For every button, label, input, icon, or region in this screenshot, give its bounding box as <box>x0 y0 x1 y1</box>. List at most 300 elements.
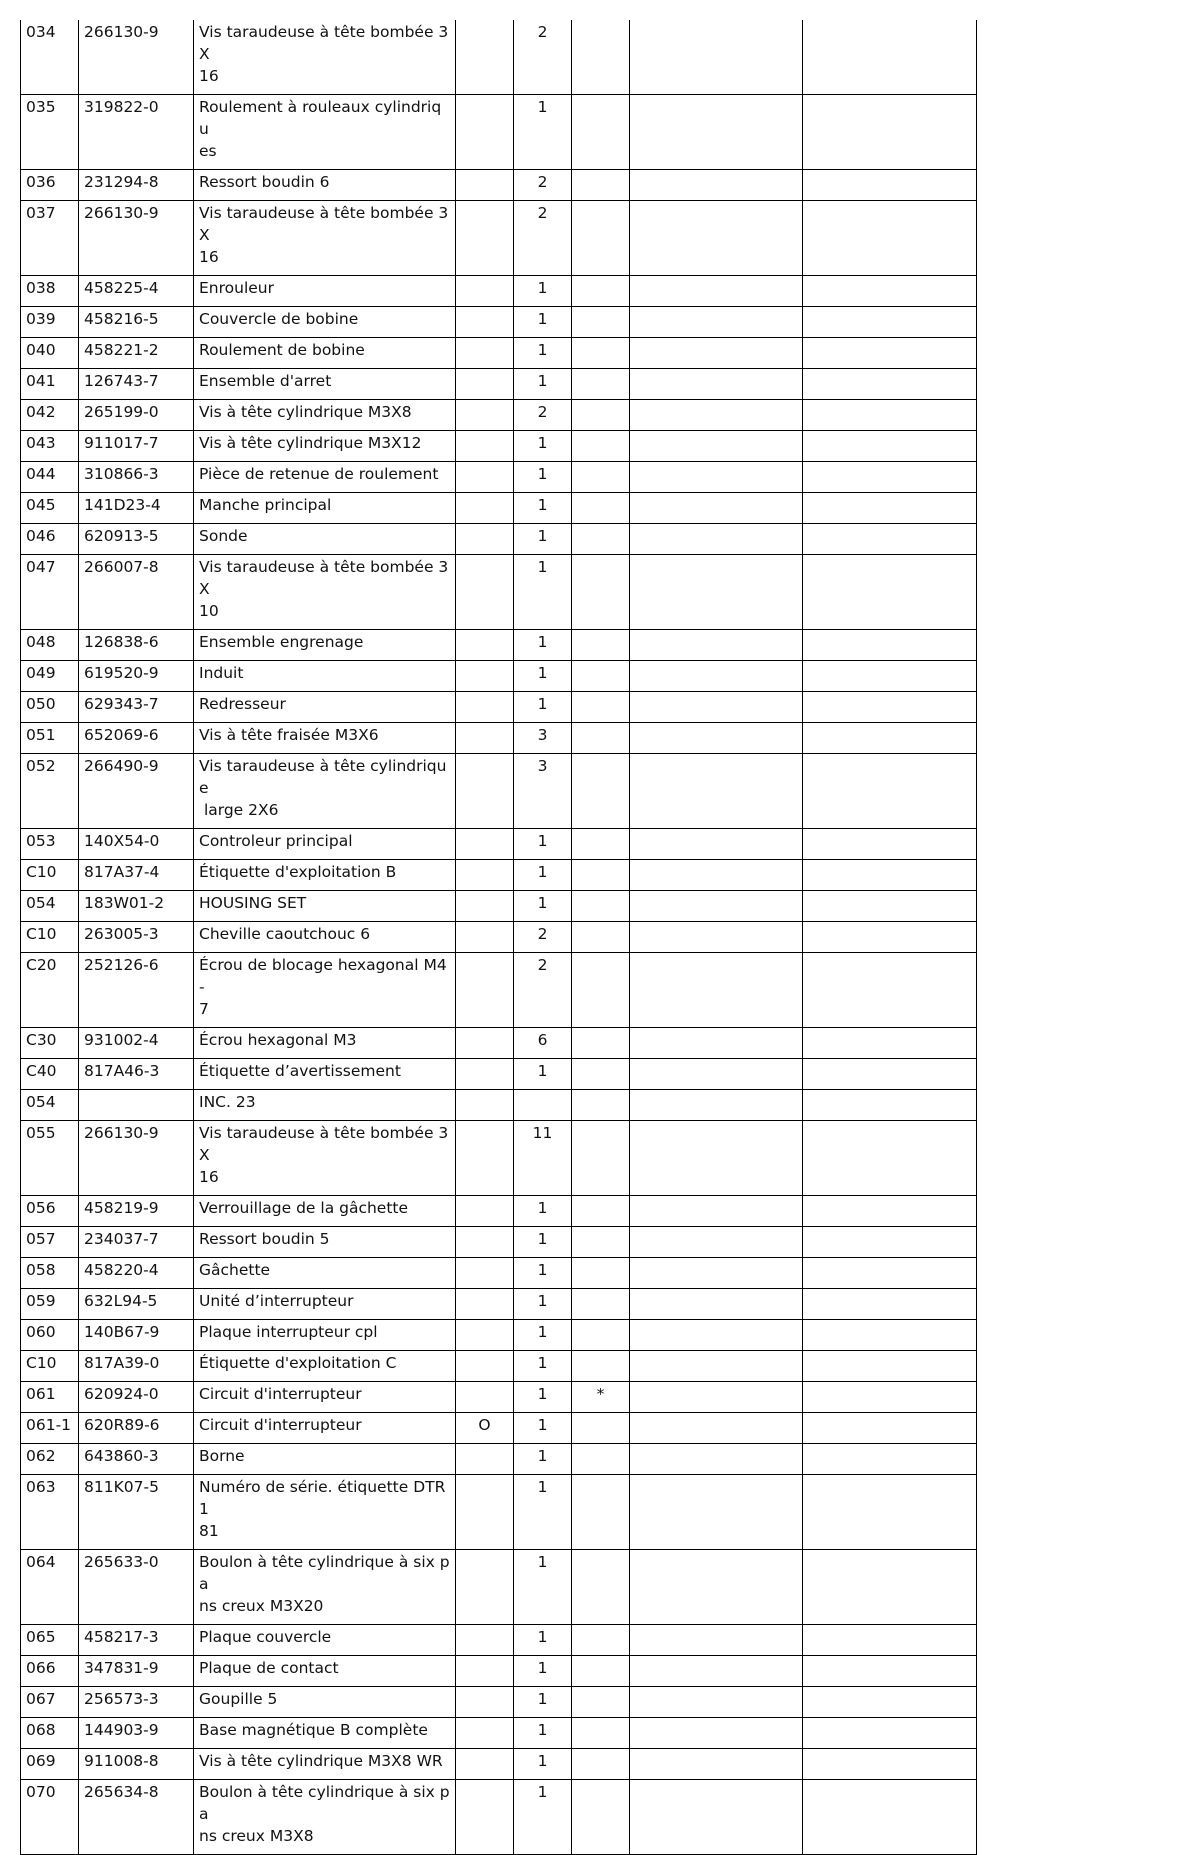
description-cell: INC. 23 <box>194 1090 456 1121</box>
part-number-cell: 266130-9 <box>79 20 194 95</box>
description-cell: Couvercle de bobine <box>194 307 456 338</box>
quantity-cell: 2 <box>514 20 572 95</box>
note-cell <box>803 1289 977 1320</box>
note-cell <box>630 829 803 860</box>
note-cell <box>803 524 977 555</box>
quantity-cell: 2 <box>514 953 572 1028</box>
description-cell: Vis taraudeuse à tête bombée 3X 16 <box>194 201 456 276</box>
description-cell: Controleur principal <box>194 829 456 860</box>
note-cell <box>630 692 803 723</box>
table-row <box>21 20 977 95</box>
parts-table-body <box>21 20 977 1855</box>
parts-list-table <box>20 20 977 1855</box>
description-cell: Vis taraudeuse à tête bombée 3X 10 <box>194 555 456 630</box>
note-cell <box>803 1351 977 1382</box>
item-number-cell: 043 <box>21 431 79 462</box>
part-number-cell: 632L94-5 <box>79 1289 194 1320</box>
option-cell <box>456 201 514 276</box>
item-number-cell: 068 <box>21 1718 79 1749</box>
note-cell <box>630 630 803 661</box>
note-cell <box>630 1289 803 1320</box>
part-number-cell: 652069-6 <box>79 723 194 754</box>
note-cell <box>803 1718 977 1749</box>
remark-cell <box>572 1475 630 1550</box>
description-cell: Ensemble d'arret <box>194 369 456 400</box>
description-cell: Étiquette d'exploitation C <box>194 1351 456 1382</box>
option-cell <box>456 1475 514 1550</box>
description-cell: Ressort boudin 5 <box>194 1227 456 1258</box>
part-number-cell: 265633-0 <box>79 1550 194 1625</box>
note-cell <box>630 431 803 462</box>
description-cell: Vis à tête cylindrique M3X12 <box>194 431 456 462</box>
note-cell <box>803 276 977 307</box>
note-cell <box>803 201 977 276</box>
remark-cell <box>572 493 630 524</box>
note-cell <box>630 1656 803 1687</box>
quantity-cell: 1 <box>514 1382 572 1413</box>
description-cell: Plaque interrupteur cpl <box>194 1320 456 1351</box>
option-cell <box>456 1320 514 1351</box>
note-cell <box>803 369 977 400</box>
item-number-cell: 042 <box>21 400 79 431</box>
part-number-cell: 619520-9 <box>79 661 194 692</box>
item-number-cell: 049 <box>21 661 79 692</box>
item-number-cell: 040 <box>21 338 79 369</box>
item-number-cell: 070 <box>21 1780 79 1855</box>
description-cell: Enrouleur <box>194 276 456 307</box>
option-cell <box>456 829 514 860</box>
table-row <box>21 630 977 661</box>
part-number-cell: 266007-8 <box>79 555 194 630</box>
option-cell: O <box>456 1413 514 1444</box>
remark-cell <box>572 1718 630 1749</box>
quantity-cell: 3 <box>514 754 572 829</box>
option-cell <box>456 1227 514 1258</box>
quantity-cell: 1 <box>514 1351 572 1382</box>
remark-cell <box>572 1121 630 1196</box>
description-cell: Boulon à tête cylindrique à six pa ns creux M3X8 <box>194 1780 456 1855</box>
quantity-cell: 1 <box>514 1227 572 1258</box>
note-cell <box>630 201 803 276</box>
description-cell: Vis taraudeuse à tête bombée 3X 16 <box>194 20 456 95</box>
remark-cell <box>572 953 630 1028</box>
quantity-cell: 1 <box>514 1320 572 1351</box>
note-cell <box>630 1749 803 1780</box>
description-cell: Redresseur <box>194 692 456 723</box>
remark-cell <box>572 1227 630 1258</box>
remark-cell <box>572 1780 630 1855</box>
table-row <box>21 1475 977 1550</box>
option-cell <box>456 661 514 692</box>
note-cell <box>630 95 803 170</box>
note-cell <box>803 1687 977 1718</box>
description-cell: Roulement à rouleaux cylindriqu es <box>194 95 456 170</box>
remark-cell <box>572 1687 630 1718</box>
item-number-cell: 036 <box>21 170 79 201</box>
description-cell: Numéro de série. étiquette DTR1 81 <box>194 1475 456 1550</box>
part-number-cell: 629343-7 <box>79 692 194 723</box>
note-cell <box>630 723 803 754</box>
note-cell <box>630 1351 803 1382</box>
note-cell <box>803 1196 977 1227</box>
note-cell <box>630 1413 803 1444</box>
note-cell <box>630 1196 803 1227</box>
note-cell <box>803 922 977 953</box>
table-row <box>21 829 977 860</box>
quantity-cell: 1 <box>514 276 572 307</box>
remark-cell <box>572 369 630 400</box>
quantity-cell: 1 <box>514 1059 572 1090</box>
note-cell <box>630 276 803 307</box>
note-cell <box>630 754 803 829</box>
part-number-cell: 620924-0 <box>79 1382 194 1413</box>
table-row <box>21 1444 977 1475</box>
description-cell: Plaque couvercle <box>194 1625 456 1656</box>
note-cell <box>630 1382 803 1413</box>
description-cell: Circuit d'interrupteur <box>194 1413 456 1444</box>
part-number-cell: 817A37-4 <box>79 860 194 891</box>
remark-cell <box>572 860 630 891</box>
note-cell <box>803 661 977 692</box>
description-cell: Circuit d'interrupteur <box>194 1382 456 1413</box>
note-cell <box>630 170 803 201</box>
remark-cell <box>572 891 630 922</box>
item-number-cell: 053 <box>21 829 79 860</box>
option-cell <box>456 1718 514 1749</box>
item-number-cell: 063 <box>21 1475 79 1550</box>
option-cell <box>456 860 514 891</box>
part-number-cell <box>79 1090 194 1121</box>
item-number-cell: 045 <box>21 493 79 524</box>
note-cell <box>803 692 977 723</box>
option-cell <box>456 493 514 524</box>
quantity-cell: 1 <box>514 369 572 400</box>
quantity-cell: 1 <box>514 338 572 369</box>
quantity-cell: 1 <box>514 1749 572 1780</box>
remark-cell <box>572 555 630 630</box>
note-cell <box>630 1121 803 1196</box>
description-cell: Borne <box>194 1444 456 1475</box>
item-number-cell: 069 <box>21 1749 79 1780</box>
table-row <box>21 723 977 754</box>
part-number-cell: 231294-8 <box>79 170 194 201</box>
note-cell <box>630 462 803 493</box>
item-number-cell: C40 <box>21 1059 79 1090</box>
table-row <box>21 1028 977 1059</box>
item-number-cell: 056 <box>21 1196 79 1227</box>
quantity-cell: 1 <box>514 524 572 555</box>
item-number-cell: 055 <box>21 1121 79 1196</box>
part-number-cell: 620R89-6 <box>79 1413 194 1444</box>
note-cell <box>803 1475 977 1550</box>
description-cell: Étiquette d'exploitation B <box>194 860 456 891</box>
table-row <box>21 1227 977 1258</box>
table-row <box>21 1413 977 1444</box>
note-cell <box>803 1656 977 1687</box>
option-cell <box>456 1687 514 1718</box>
option-cell <box>456 922 514 953</box>
note-cell <box>630 1320 803 1351</box>
remark-cell: * <box>572 1382 630 1413</box>
item-number-cell: 047 <box>21 555 79 630</box>
note-cell <box>803 1780 977 1855</box>
note-cell <box>630 555 803 630</box>
part-number-cell: 458225-4 <box>79 276 194 307</box>
table-row <box>21 1780 977 1855</box>
item-number-cell: 052 <box>21 754 79 829</box>
remark-cell <box>572 1625 630 1656</box>
quantity-cell: 1 <box>514 1413 572 1444</box>
option-cell <box>456 754 514 829</box>
description-cell: Écrou de blocage hexagonal M4- 7 <box>194 953 456 1028</box>
note-cell <box>803 860 977 891</box>
note-cell <box>630 369 803 400</box>
option-cell <box>456 1028 514 1059</box>
remark-cell <box>572 723 630 754</box>
note-cell <box>803 1028 977 1059</box>
table-row <box>21 922 977 953</box>
item-number-cell: 061-1 <box>21 1413 79 1444</box>
table-row <box>21 1550 977 1625</box>
quantity-cell: 1 <box>514 1196 572 1227</box>
part-number-cell: 256573-3 <box>79 1687 194 1718</box>
quantity-cell: 1 <box>514 661 572 692</box>
quantity-cell: 1 <box>514 829 572 860</box>
option-cell <box>456 462 514 493</box>
remark-cell <box>572 630 630 661</box>
part-number-cell: 458217-3 <box>79 1625 194 1656</box>
table-row <box>21 860 977 891</box>
note-cell <box>803 307 977 338</box>
item-number-cell: 044 <box>21 462 79 493</box>
note-cell <box>803 1749 977 1780</box>
table-row <box>21 524 977 555</box>
remark-cell <box>572 829 630 860</box>
note-cell <box>803 20 977 95</box>
item-number-cell: 039 <box>21 307 79 338</box>
part-number-cell: 140X54-0 <box>79 829 194 860</box>
item-number-cell: 057 <box>21 1227 79 1258</box>
description-cell: Vis taraudeuse à tête cylindrique large 2X6 <box>194 754 456 829</box>
remark-cell <box>572 661 630 692</box>
note-cell <box>803 1550 977 1625</box>
description-cell: Écrou hexagonal M3 <box>194 1028 456 1059</box>
remark-cell <box>572 1289 630 1320</box>
note-cell <box>630 493 803 524</box>
option-cell <box>456 692 514 723</box>
quantity-cell: 1 <box>514 1475 572 1550</box>
table-row <box>21 276 977 307</box>
option-cell <box>456 1550 514 1625</box>
table-row <box>21 493 977 524</box>
note-cell <box>630 1625 803 1656</box>
note-cell <box>630 953 803 1028</box>
option-cell <box>456 1351 514 1382</box>
option-cell <box>456 524 514 555</box>
table-row <box>21 338 977 369</box>
quantity-cell: 11 <box>514 1121 572 1196</box>
remark-cell <box>572 1413 630 1444</box>
item-number-cell: 059 <box>21 1289 79 1320</box>
quantity-cell: 1 <box>514 1780 572 1855</box>
note-cell <box>630 1550 803 1625</box>
quantity-cell: 1 <box>514 1444 572 1475</box>
description-cell: Unité d’interrupteur <box>194 1289 456 1320</box>
note-cell <box>803 891 977 922</box>
option-cell <box>456 1382 514 1413</box>
table-row <box>21 953 977 1028</box>
part-number-cell: 252126-6 <box>79 953 194 1028</box>
quantity-cell: 1 <box>514 431 572 462</box>
table-row <box>21 1625 977 1656</box>
note-cell <box>630 1028 803 1059</box>
description-cell: Cheville caoutchouc 6 <box>194 922 456 953</box>
description-cell: Vis à tête cylindrique M3X8 WR <box>194 1749 456 1780</box>
remark-cell <box>572 754 630 829</box>
item-number-cell: C30 <box>21 1028 79 1059</box>
table-row <box>21 369 977 400</box>
quantity-cell: 1 <box>514 1656 572 1687</box>
table-row <box>21 754 977 829</box>
item-number-cell: 066 <box>21 1656 79 1687</box>
quantity-cell: 1 <box>514 1258 572 1289</box>
remark-cell <box>572 1059 630 1090</box>
part-number-cell: 263005-3 <box>79 922 194 953</box>
table-row <box>21 431 977 462</box>
option-cell <box>456 1196 514 1227</box>
table-row <box>21 1687 977 1718</box>
quantity-cell: 1 <box>514 692 572 723</box>
description-cell: Verrouillage de la gâchette <box>194 1196 456 1227</box>
part-number-cell: 620913-5 <box>79 524 194 555</box>
item-number-cell: 035 <box>21 95 79 170</box>
note-cell <box>630 307 803 338</box>
description-cell: Plaque de contact <box>194 1656 456 1687</box>
table-row <box>21 400 977 431</box>
remark-cell <box>572 692 630 723</box>
quantity-cell: 1 <box>514 1289 572 1320</box>
table-row <box>21 1289 977 1320</box>
part-number-cell: 266130-9 <box>79 201 194 276</box>
option-cell <box>456 1090 514 1121</box>
description-cell: Base magnétique B complète <box>194 1718 456 1749</box>
quantity-cell: 2 <box>514 400 572 431</box>
description-cell: Gâchette <box>194 1258 456 1289</box>
note-cell <box>630 661 803 692</box>
note-cell <box>630 1258 803 1289</box>
table-row <box>21 692 977 723</box>
item-number-cell: 046 <box>21 524 79 555</box>
table-row <box>21 1320 977 1351</box>
item-number-cell: 058 <box>21 1258 79 1289</box>
note-cell <box>803 1121 977 1196</box>
part-number-cell: 126838-6 <box>79 630 194 661</box>
note-cell <box>803 1059 977 1090</box>
part-number-cell: 266130-9 <box>79 1121 194 1196</box>
note-cell <box>630 400 803 431</box>
note-cell <box>630 338 803 369</box>
part-number-cell: 144903-9 <box>79 1718 194 1749</box>
note-cell <box>630 1687 803 1718</box>
table-row <box>21 555 977 630</box>
item-number-cell: 048 <box>21 630 79 661</box>
quantity-cell: 3 <box>514 723 572 754</box>
option-cell <box>456 630 514 661</box>
item-number-cell: 054 <box>21 1090 79 1121</box>
table-row <box>21 1196 977 1227</box>
option-cell <box>456 1289 514 1320</box>
item-number-cell: 064 <box>21 1550 79 1625</box>
option-cell <box>456 1625 514 1656</box>
note-cell <box>803 1625 977 1656</box>
table-row <box>21 1059 977 1090</box>
note-cell <box>630 1227 803 1258</box>
quantity-cell: 1 <box>514 1718 572 1749</box>
option-cell <box>456 1780 514 1855</box>
item-number-cell: C10 <box>21 860 79 891</box>
note-cell <box>803 431 977 462</box>
quantity-cell: 1 <box>514 95 572 170</box>
note-cell <box>803 400 977 431</box>
note-cell <box>803 953 977 1028</box>
remark-cell <box>572 307 630 338</box>
item-number-cell: 065 <box>21 1625 79 1656</box>
part-number-cell: 458219-9 <box>79 1196 194 1227</box>
description-cell: Étiquette d’avertissement <box>194 1059 456 1090</box>
item-number-cell: 051 <box>21 723 79 754</box>
note-cell <box>803 1382 977 1413</box>
remark-cell <box>572 1196 630 1227</box>
note-cell <box>803 1227 977 1258</box>
remark-cell <box>572 276 630 307</box>
item-number-cell: 062 <box>21 1444 79 1475</box>
note-cell <box>630 891 803 922</box>
note-cell <box>803 462 977 493</box>
option-cell <box>456 1258 514 1289</box>
item-number-cell: 050 <box>21 692 79 723</box>
note-cell <box>803 170 977 201</box>
description-cell: Manche principal <box>194 493 456 524</box>
option-cell <box>456 1059 514 1090</box>
remark-cell <box>572 338 630 369</box>
item-number-cell: 037 <box>21 201 79 276</box>
note-cell <box>803 1258 977 1289</box>
note-cell <box>630 20 803 95</box>
part-number-cell: 141D23-4 <box>79 493 194 524</box>
description-cell: Boulon à tête cylindrique à six pa ns creux M3X20 <box>194 1550 456 1625</box>
remark-cell <box>572 1656 630 1687</box>
remark-cell <box>572 1550 630 1625</box>
item-number-cell: 054 <box>21 891 79 922</box>
remark-cell <box>572 922 630 953</box>
option-cell <box>456 307 514 338</box>
table-row <box>21 1718 977 1749</box>
table-row <box>21 1351 977 1382</box>
remark-cell <box>572 400 630 431</box>
note-cell <box>803 1413 977 1444</box>
note-cell <box>630 524 803 555</box>
part-number-cell: 817A46-3 <box>79 1059 194 1090</box>
note-cell <box>630 1718 803 1749</box>
note-cell <box>630 1090 803 1121</box>
option-cell <box>456 1121 514 1196</box>
option-cell <box>456 1444 514 1475</box>
remark-cell <box>572 1090 630 1121</box>
quantity-cell <box>514 1090 572 1121</box>
note-cell <box>803 95 977 170</box>
option-cell <box>456 1656 514 1687</box>
quantity-cell: 1 <box>514 493 572 524</box>
